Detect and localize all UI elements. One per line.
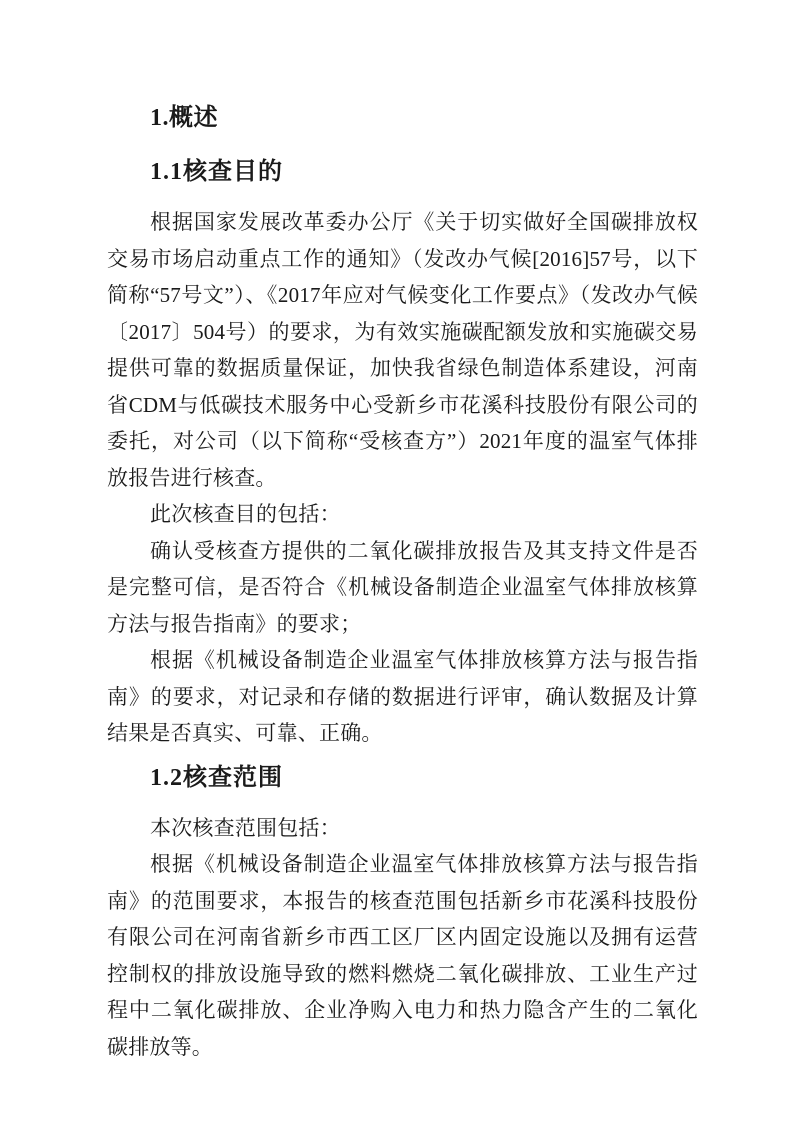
heading-verification-scope: 1.2核查范围 bbox=[150, 764, 283, 791]
paragraph-scope-intro: 本次核查范围包括： bbox=[150, 815, 341, 840]
paragraph-purpose-intro: 此次核查目的包括： bbox=[150, 502, 341, 526]
heading-verification-purpose: 1.1核查目的 bbox=[150, 159, 283, 185]
paragraph-scope-detail: 根据《机械设备制造企业温室气体排放核算方法与报告指南》的范围要求，本报告的核查范围包括新乡市花溪科技股份有限公司在河南省新乡市西工区厂区内固定设施以及拥有运营控制权的排放设施导致的燃料燃烧二氧化碳排放、工业生产过程中二氧化碳排放、企业净购入电力和热力隐含产生的二氧化碳排放等。 bbox=[107, 852, 698, 1059]
paragraph-purpose-item-accuracy: 根据《机械设备制造企业温室气体排放核算方法与报告指南》的要求，对记录和存储的数据进行评审，确认数据及计算结果是否真实、可靠、正确。 bbox=[107, 648, 698, 745]
paragraph-purpose-basis: 根据国家发展改革委办公厅《关于切实做好全国碳排放权交易市场启动重点工作的通知》（发改办气候[2016]57号，以下简称“57号文”）、《2017年应对气候变化工作要点》（发改办气候〔2017〕504号）的要求，为有效实施碳配额发放和实施碳交易提供可靠的数据质量保证，加快我省绿色制造体系建设，河南省CDM与低碳技术服务中心受新乡市花溪科技股份有限公司的委托，对公司（以下简称“受核查方”）2021年度的温室气体排放报告进行核查。 bbox=[107, 210, 698, 490]
document-content bbox=[107, 100, 698, 1065]
heading-overview: 1.概述 bbox=[150, 105, 218, 131]
paragraph-purpose-item-completeness: 确认受核查方提供的二氧化碳排放报告及其支持文件是否是完整可信，是否符合《机械设备制造企业温室气体排放核算方法与报告指南》的要求； bbox=[107, 538, 698, 636]
